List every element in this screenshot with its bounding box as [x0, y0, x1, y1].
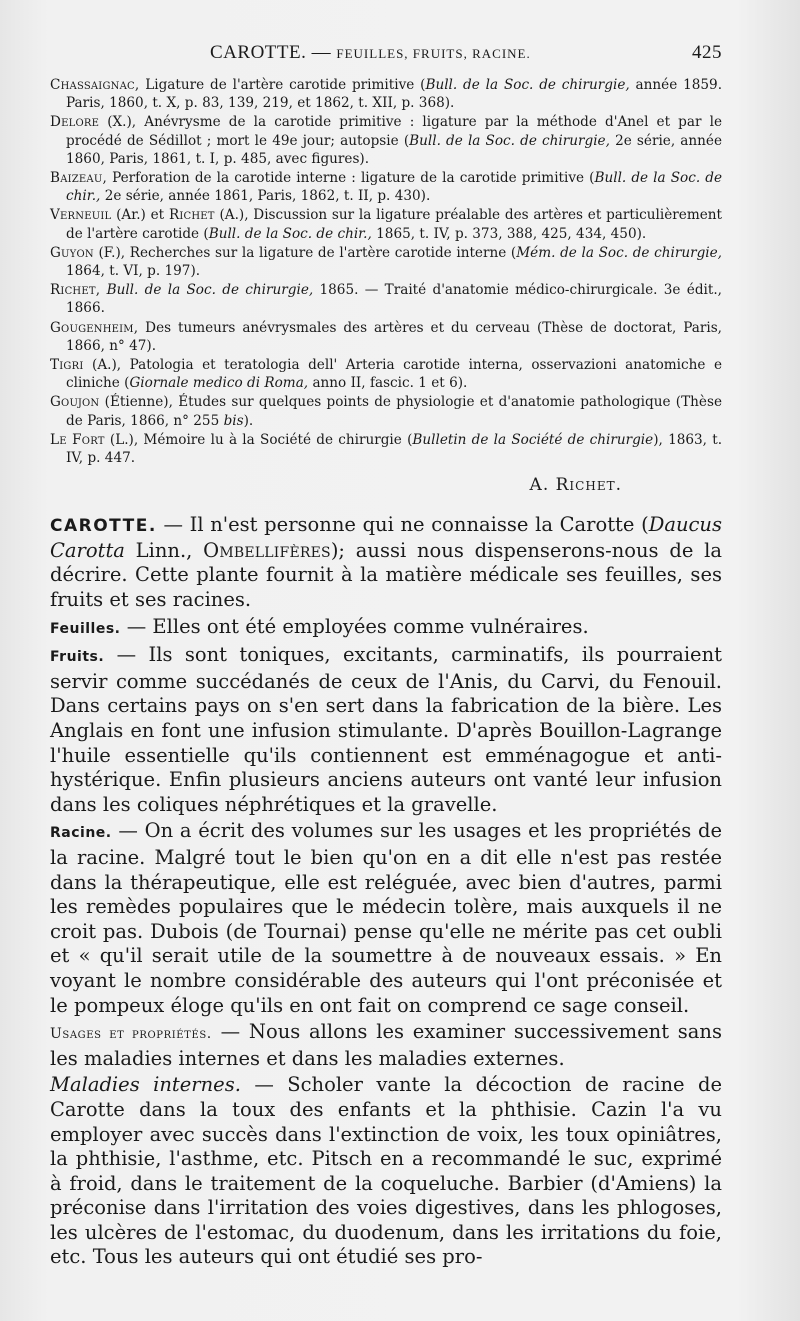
page-header — [50, 40, 722, 76]
article-title: CAROTTE. — [50, 516, 157, 537]
bib-entry: Richet, Bull. de la Soc. de chirurgie, 1865. — Traité d'anatomie médico-chirurgicale. 3e édit., 1866. — [50, 282, 722, 317]
bib-entry: Delore (X.), Anévrysme de la carotide primitive : ligature par la méthode d'Anel et par le procédé de Sédillot ; mort le 49e jour; autopsie (Bull. de la Soc. de chirurgie, 2e série, année 1860, Paris, 1861, t. I, p. 485, avec figures). — [50, 114, 723, 167]
running-title — [210, 42, 531, 64]
racine-paragraph: Racine. — On a écrit des volumes sur les usages et les propriétés de la racine. Malgré tout le bien qu'on en a dit elle n'est pas restée dans la thérapeutique, elle est reléguée, avec bien d'autres, parmi les remèdes populaires que le médecin tolère, mais auxquels il ne croit pas. Dubois (de Tournai) pense qu'elle ne mérite pas cet oubli et « qu'il serait utile de la soumettre à de nouveaux essais. » En voyant le nombre considérable des auteurs qui l'ont préconisée et le pompeux éloge qu'ils en ont fait on comprend ce sage conseil. — [50, 819, 722, 1017]
racine-heading: Racine. — [50, 825, 112, 842]
bibliography — [50, 76, 722, 467]
usages-heading: Usages et propriétés. — [50, 1026, 212, 1043]
feuilles-paragraph: Feuilles. — Elles ont été employées comme vulnéraires. — [50, 614, 589, 638]
bib-entry: Goujon (Étienne), Études sur quelques points de physiologie et d'anatomie pathologique (Thèse de Paris, 1866, n° 255 bis). — [50, 394, 722, 429]
feuilles-heading: Feuilles. — [50, 620, 121, 637]
bib-entry: Baizeau, Perforation de la carotide interne : ligature de la carotide primitive (Bull. de la Soc. de chir., 2e série, année 1861, Paris, 1862, t. II, p. 430). — [50, 170, 723, 205]
intro-paragraph: CAROTTE. — Il n'est personne qui ne connaisse la Carotte (Daucus Carotta Linn., Ombellifères); aussi nous dispenserons-nous de la décrire. Cette plante fournit à la matière médicale ses feuilles, ses fruits et ses racines. — [50, 513, 722, 612]
article-body — [50, 513, 722, 1270]
signature: A. Richet. — [529, 475, 622, 496]
running-title-main: CAROTTE. — — [210, 42, 332, 63]
bib-entry: Tigri (A.), Patologia et teratologia dell' Arteria carotide interna, osservazioni anatomiche e cliniche (Giornale medico di Roma, anno II, fascic. 1 et 6). — [50, 357, 722, 392]
bib-entry: Verneuil (Ar.) et Richet (A.), Discussion sur la ligature préalable des artères et particulièrement de l'artère carotide (Bull. de la Soc. de chir., 1865, t. IV, p. 373, 388, 425, 434, 450). — [50, 207, 722, 242]
page-number: 425 — [692, 42, 722, 63]
bib-entry: Le Fort (L.), Mémoire lu à la Société de chirurgie (Bulletin de la Société de chirurgie), 1863, t. IV, p. 447. — [50, 431, 723, 467]
usages-paragraph: Usages et propriétés. — Nous allons les examiner successivement sans les maladies internes et dans les maladies externes. — [50, 1020, 722, 1070]
fruits-heading: Fruits. — [50, 649, 105, 666]
bib-entry: Chassaignac, Ligature de l'artère carotide primitive (Bull. de la Soc. de chirurgie, année 1859. Paris, 1860, t. X, p. 83, 139, 219, et 1862, t. XII, p. 368). — [50, 77, 723, 112]
bib-entry: Guyon (F.), Recherches sur la ligature de l'artère carotide interne (Mém. de la Soc. de chirurgie, 1864, t. VI, p. 197). — [50, 244, 722, 280]
running-title-sub: FEUILLES, FRUITS, RACINE. — [336, 46, 531, 61]
fruits-paragraph: Fruits. — Ils sont toniques, excitants, carminatifs, ils pourraient servir comme succédanés de ceux de l'Anis, du Carvi, du Fenouil. Dans certains pays on s'en sert dans la fabrication de la bière. Les Anglais en font une infusion stimulante. D'après Bouillon-Lagrange l'huile essentielle qu'ils contiennent est emménagogue et anti-hystérique. Enfin plusieurs anciens auteurs ont vanté leur infusion dans les coliques néphrétiques et la gravelle. — [50, 643, 722, 816]
bib-entry: Gougenheim, Des tumeurs anévrysmales des artères et du cerveau (Thèse de doctorat, Paris, 1866, n° 47). — [50, 319, 722, 354]
internes-paragraph: Maladies internes. — Scholer vante la décoction de racine de Carotte dans la toux des enfants et la phthisie. Cazin l'a vu employer avec succès dans l'extinction de voix, les toux opiniâtres, la phthisie, l'asthme, etc. Pitsch en a recommandé le suc, exprimé à froid, dans le traitement de la coqueluche. Barbier (d'Amiens) la préconise dans l'irritation des voies digestives, dans les phlogoses, les ulcères de l'estomac, du duodenum, dans les irritations du foie, etc. Tous les auteurs qui ont étudié ses pro- — [50, 1073, 723, 1269]
internes-heading: Maladies internes. — [50, 1073, 241, 1097]
